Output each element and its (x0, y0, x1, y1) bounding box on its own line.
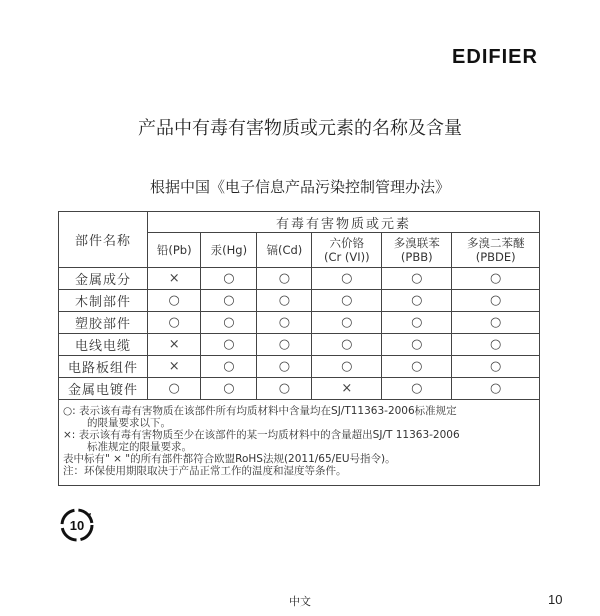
note-circle-cont: 的限量要求以下。 (87, 417, 171, 429)
mark-cell: ○ (452, 378, 540, 400)
part-name: 金属电镀件 (59, 378, 148, 400)
mark-cell: × (312, 378, 382, 400)
mark-cell: ○ (257, 356, 312, 378)
mark-cell: ○ (312, 268, 382, 290)
substance-header: 多溴二苯醚 (PBDE) (452, 233, 540, 268)
brand-logo: EDIFIER (452, 46, 538, 68)
mark-cell: ○ (382, 378, 452, 400)
mark-cell: × (148, 334, 201, 356)
epup-logo-icon (60, 508, 94, 542)
mark-cell: ○ (201, 312, 257, 334)
mark-cell: ○ (257, 290, 312, 312)
page-number: 10 (548, 592, 563, 607)
table-row (59, 378, 540, 400)
note-cross-cont: 标准规定的限量要求。 (87, 441, 192, 453)
table-notes (59, 400, 540, 486)
mark-cell: ○ (148, 312, 201, 334)
substance-header: 铅(Pb) (148, 233, 201, 268)
part-name: 木制部件 (59, 290, 148, 312)
mark-cell: ○ (312, 334, 382, 356)
table-row (59, 290, 540, 312)
mark-cell: ○ (452, 312, 540, 334)
mark-cell: ○ (257, 378, 312, 400)
mark-cell: × (148, 356, 201, 378)
mark-cell: ○ (201, 356, 257, 378)
footer-language: 中文 (289, 595, 311, 608)
mark-cell: ○ (312, 356, 382, 378)
page-subtitle: 根据中国《电子信息产品污染控制管理办法》 (149, 178, 450, 196)
part-name: 电线电缆 (59, 334, 148, 356)
mark-cell: ○ (201, 334, 257, 356)
mark-cell: ○ (382, 312, 452, 334)
mark-cell: ○ (452, 268, 540, 290)
mark-cell: ○ (382, 290, 452, 312)
mark-cell: ○ (201, 268, 257, 290)
mark-cell: ○ (201, 378, 257, 400)
page-title: 产品中有毒有害物质或元素的名称及含量 (138, 118, 462, 139)
substance-header: 六价铬 (Cr (VI)) (312, 233, 382, 268)
table-row (59, 312, 540, 334)
part-name: 金属成分 (59, 268, 148, 290)
mark-cell: ○ (312, 290, 382, 312)
mark-cell: ○ (382, 334, 452, 356)
substance-header: 多溴联苯 (PBB) (382, 233, 452, 268)
note-rohs: 表中标有" × "的所有部件都符合欧盟RoHS法规(2011/65/EU号指令)。 (63, 453, 396, 465)
part-name: 塑胶部件 (59, 312, 148, 334)
table-row (59, 356, 540, 378)
note-circle: ○: 表示该有毒有害物质在该部件所有均质材料中含量均在SJ/T11363-2006标准规定 (63, 405, 457, 417)
table-row (59, 268, 540, 290)
part-name: 电路板组件 (59, 356, 148, 378)
mark-cell: ○ (452, 290, 540, 312)
note-env: 注：环保使用期限取决于产品正常工作的温度和湿度等条件。 (63, 465, 347, 477)
mark-cell: ○ (452, 356, 540, 378)
mark-cell: ○ (382, 268, 452, 290)
parts-header: 部件名称 (59, 212, 148, 268)
mark-cell: ○ (382, 356, 452, 378)
hazardous-substances-table (58, 211, 540, 486)
mark-cell: ○ (148, 378, 201, 400)
mark-cell: ○ (257, 268, 312, 290)
note-cross: ×: 表示该有毒有害物质至少在该部件的某一均质材料中的含量超出SJ/T 11363-2006 (63, 429, 460, 441)
mark-cell: ○ (201, 290, 257, 312)
substance-header: 汞(Hg) (201, 233, 257, 268)
mark-cell: ○ (312, 312, 382, 334)
substances-group-header: 有毒有害物质或元素 (148, 212, 540, 233)
mark-cell: × (148, 268, 201, 290)
mark-cell: ○ (452, 334, 540, 356)
table-row (59, 334, 540, 356)
mark-cell: ○ (257, 334, 312, 356)
mark-cell: ○ (148, 290, 201, 312)
substance-header: 镉(Cd) (257, 233, 312, 268)
mark-cell: ○ (257, 312, 312, 334)
epup-number: 10 (69, 518, 85, 533)
